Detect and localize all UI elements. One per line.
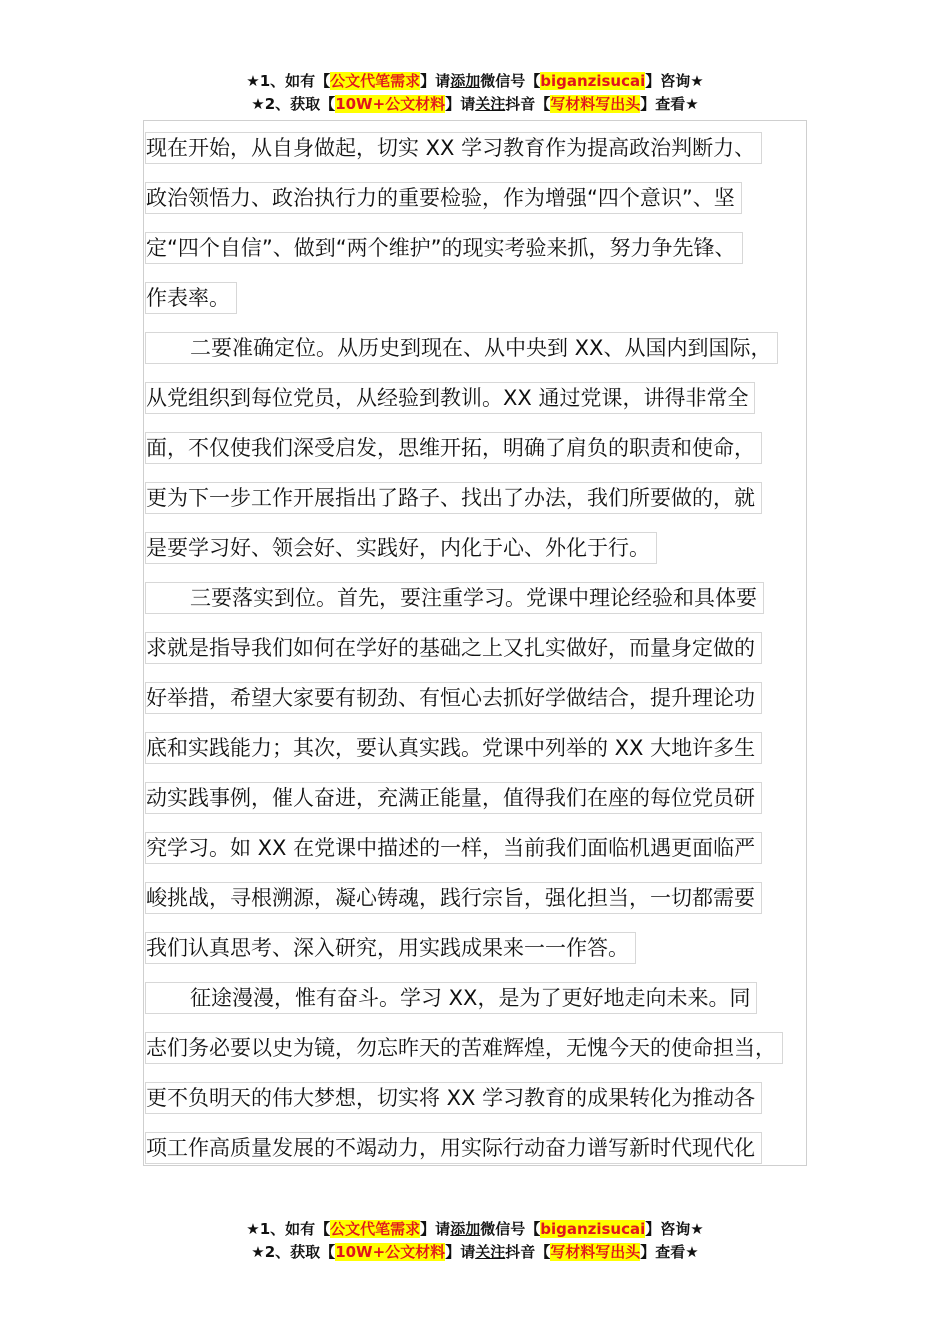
- wechat-id-highlight: biganzisucai: [540, 1220, 646, 1238]
- header-banner: [0, 70, 950, 116]
- banner-line-1: [0, 1218, 950, 1241]
- douyin-highlight: 写材料写出头: [550, 95, 641, 113]
- text-line: [145, 125, 762, 169]
- text-line-content: 我们认真思考、深入研究，用实践成果来一一作答。: [145, 932, 636, 964]
- text-line: [145, 1025, 783, 1069]
- text-line: [145, 275, 237, 319]
- text-line-content: 政治领悟力、政治执行力的重要检验，作为增强“四个意识”、坚: [145, 182, 742, 214]
- banner-text: 】请: [420, 1220, 451, 1238]
- banner-text: ★1、如有【: [246, 1220, 331, 1238]
- text-line-content: 是要学习好、领会好、实践好，内化于心、外化于行。: [145, 532, 657, 564]
- text-line: [145, 875, 762, 919]
- banner-highlight: 10W+公文材料: [335, 95, 446, 113]
- text-line-content: 志们务必要以史为镜，勿忘昨天的苦难辉煌，无愧今天的使命担当，: [145, 1032, 783, 1064]
- banner-underline: 添加: [450, 1220, 481, 1238]
- banner-line-2: [0, 93, 950, 116]
- banner-line-1: [0, 70, 950, 93]
- text-line-content: 现在开始，从自身做起，切实 XX 学习教育作为提高政治判断力、: [145, 132, 762, 164]
- paragraph-start-line: [145, 575, 764, 619]
- banner-text: 】请: [445, 1243, 476, 1261]
- banner-text: 】查看★: [640, 1243, 699, 1261]
- text-line-content: 从党组织到每位党员，从经验到教训。XX 通过党课，讲得非常全: [145, 382, 755, 414]
- text-line: [145, 475, 762, 519]
- text-line: [145, 825, 762, 869]
- text-line-content: 求就是指导我们如何在学好的基础之上又扎实做好，而量身定做的: [145, 632, 762, 664]
- banner-underline: 添加: [450, 72, 481, 90]
- banner-highlight: 公文代笔需求: [330, 72, 421, 90]
- text-line: [145, 425, 762, 469]
- banner-text: 】请: [420, 72, 451, 90]
- wechat-id-highlight: biganzisucai: [540, 72, 646, 90]
- banner-text: 】咨询★: [645, 1220, 704, 1238]
- text-line: [145, 925, 636, 969]
- banner-text: 抖音【: [505, 95, 551, 113]
- paragraph-start-line: [145, 325, 778, 369]
- banner-highlight: 10W+公文材料: [335, 1243, 446, 1261]
- text-line: [145, 225, 743, 269]
- paragraph-start-line: [145, 975, 757, 1019]
- banner-text: 】请: [445, 95, 476, 113]
- text-line-content: 定“四个自信”、做到“两个维护”的现实考验来抓，努力争先锋、: [145, 232, 743, 264]
- text-line-content: 峻挑战，寻根溯源，凝心铸魂，践行宗旨，强化担当，一切都需要: [145, 882, 762, 914]
- banner-text: 微信号【: [480, 1220, 541, 1238]
- text-line-content: 三要落实到位。首先，要注重学习。党课中理论经验和具体要: [145, 582, 764, 614]
- text-line-content: 征途漫漫，惟有奋斗。学习 XX，是为了更好地走向未来。同: [145, 982, 757, 1014]
- text-line: [145, 375, 755, 419]
- text-line: [145, 525, 657, 569]
- text-line-content: 底和实践能力；其次，要认真实践。党课中列举的 XX 大地许多生: [145, 732, 762, 764]
- text-line: [145, 1075, 762, 1119]
- text-line: [145, 675, 762, 719]
- text-line-content: 更为下一步工作开展指出了路子、找出了办法，我们所要做的，就: [145, 482, 762, 514]
- banner-highlight: 公文代笔需求: [330, 1220, 421, 1238]
- text-line-content: 作表率。: [145, 282, 237, 314]
- banner-text: 】查看★: [640, 95, 699, 113]
- banner-underline: 关注: [475, 95, 506, 113]
- text-line-content: 项工作高质量发展的不竭动力，用实际行动奋力谱写新时代现代化: [145, 1132, 762, 1164]
- banner-text: 抖音【: [505, 1243, 551, 1261]
- banner-text: ★2、获取【: [251, 95, 336, 113]
- text-line-content: 二要准确定位。从历史到现在、从中央到 XX、从国内到国际，: [145, 332, 778, 364]
- douyin-highlight: 写材料写出头: [550, 1243, 641, 1261]
- text-line: [145, 175, 742, 219]
- banner-underline: 关注: [475, 1243, 506, 1261]
- text-line-content: 动实践事例，催人奋进，充满正能量，值得我们在座的每位党员研: [145, 782, 762, 814]
- text-line: [145, 1125, 762, 1169]
- banner-text: ★1、如有【: [246, 72, 331, 90]
- footer-banner: [0, 1218, 950, 1264]
- text-line: [145, 625, 762, 669]
- banner-text: 微信号【: [480, 72, 541, 90]
- banner-line-2: [0, 1241, 950, 1264]
- text-line-content: 好举措，希望大家要有韧劲、有恒心去抓好学做结合，提升理论功: [145, 682, 762, 714]
- text-line: [145, 725, 762, 769]
- text-line: [145, 775, 762, 819]
- banner-text: 】咨询★: [645, 72, 704, 90]
- text-line-content: 究学习。如 XX 在党课中描述的一样，当前我们面临机遇更面临严: [145, 832, 762, 864]
- banner-text: ★2、获取【: [251, 1243, 336, 1261]
- text-line-content: 面，不仅使我们深受启发，思维开拓，明确了肩负的职责和使命，: [145, 432, 762, 464]
- text-line-content: 更不负明天的伟大梦想，切实将 XX 学习教育的成果转化为推动各: [145, 1082, 762, 1114]
